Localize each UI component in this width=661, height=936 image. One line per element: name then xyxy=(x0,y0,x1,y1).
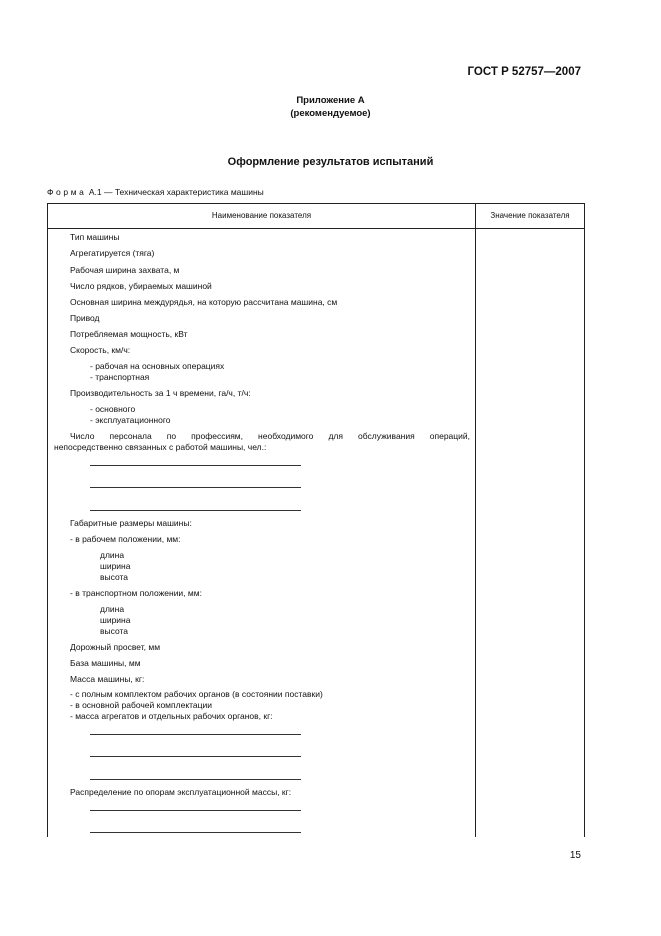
row-staff-line2: непосредственно связанных с работой машины, чел.: xyxy=(54,442,267,452)
row-rows-count: Число рядков, убираемых машиной xyxy=(70,281,212,291)
standard-number: ГОСТ Р 52757—2007 xyxy=(467,66,581,78)
appendix-title: Приложение А xyxy=(296,95,365,106)
blank-line xyxy=(90,779,301,780)
form-word: Форма xyxy=(47,187,87,197)
row-dim-transport-height: высота xyxy=(100,626,129,636)
col-name-header: Наименование показателя xyxy=(211,211,312,220)
page-number: 15 xyxy=(569,850,581,861)
blank-line xyxy=(90,465,301,466)
row-mass-distribution: Распределение по опорам эксплуатационной массы, кг: xyxy=(70,787,292,797)
row-ground-clearance: Дорожный просвет, мм xyxy=(70,642,161,652)
form-caption xyxy=(47,187,264,197)
row-drive: Привод xyxy=(70,313,100,323)
row-working-width: Рабочая ширина захвата, м xyxy=(70,265,180,275)
blank-line xyxy=(90,510,301,511)
row-dim-working-height: высота xyxy=(100,572,129,582)
blank-line xyxy=(90,734,301,735)
row-staff-line1: Число персонала по профессиям, необходимого для обслуживания операций, xyxy=(70,431,470,441)
col-value-header: Значение показателя xyxy=(490,211,570,220)
row-productivity: Производительность за 1 ч времени, га/ч, т/ч: xyxy=(70,388,251,398)
blank-line xyxy=(90,756,301,757)
form-caption-text: А.1 — Техническая характеристика машины xyxy=(86,187,264,197)
row-dim-working-length: длина xyxy=(100,550,125,560)
row-dim-transport-length: длина xyxy=(100,604,125,614)
blank-line xyxy=(90,832,301,833)
row-dimensions-working: - в рабочем положении, мм: xyxy=(70,534,181,544)
column-divider xyxy=(475,204,476,837)
row-dimensions: Габаритные размеры машины: xyxy=(70,518,192,528)
row-productivity-operational: - эксплуатационного xyxy=(90,415,171,425)
header-divider xyxy=(48,228,584,229)
row-mass-basic: - в основной рабочей комплектации xyxy=(70,700,213,710)
row-aggregation: Агрегатируется (тяга) xyxy=(70,248,155,258)
row-productivity-main: - основного xyxy=(90,404,136,414)
blank-line xyxy=(90,810,301,811)
blank-line xyxy=(90,487,301,488)
row-dimensions-transport: - в транспортном положении, мм: xyxy=(70,588,202,598)
row-wheelbase: База машины, мм xyxy=(70,658,141,668)
section-title: Оформление результатов испытаний xyxy=(227,156,434,168)
row-mass-full: - с полным комплектом рабочих органов (в состоянии поставки) xyxy=(70,689,323,699)
row-dim-working-width: ширина xyxy=(100,561,131,571)
row-speed-working: - рабочая на основных операциях xyxy=(90,361,225,371)
row-mass-units: - масса агрегатов и отдельных рабочих органов, кг: xyxy=(70,711,273,721)
row-speed: Скорость, км/ч: xyxy=(70,345,131,355)
characteristics-table xyxy=(47,203,585,837)
row-row-spacing: Основная ширина междурядья, на которую рассчитана машина, см xyxy=(70,297,338,307)
row-mass: Масса машины, кг: xyxy=(70,674,145,684)
row-power: Потребляемая мощность, кВт xyxy=(70,329,188,339)
row-speed-transport: - транспортная xyxy=(90,372,150,382)
row-dim-transport-width: ширина xyxy=(100,615,131,625)
appendix-status: (рекомендуемое) xyxy=(290,108,371,119)
row-machine-type: Тип машины xyxy=(70,232,120,242)
